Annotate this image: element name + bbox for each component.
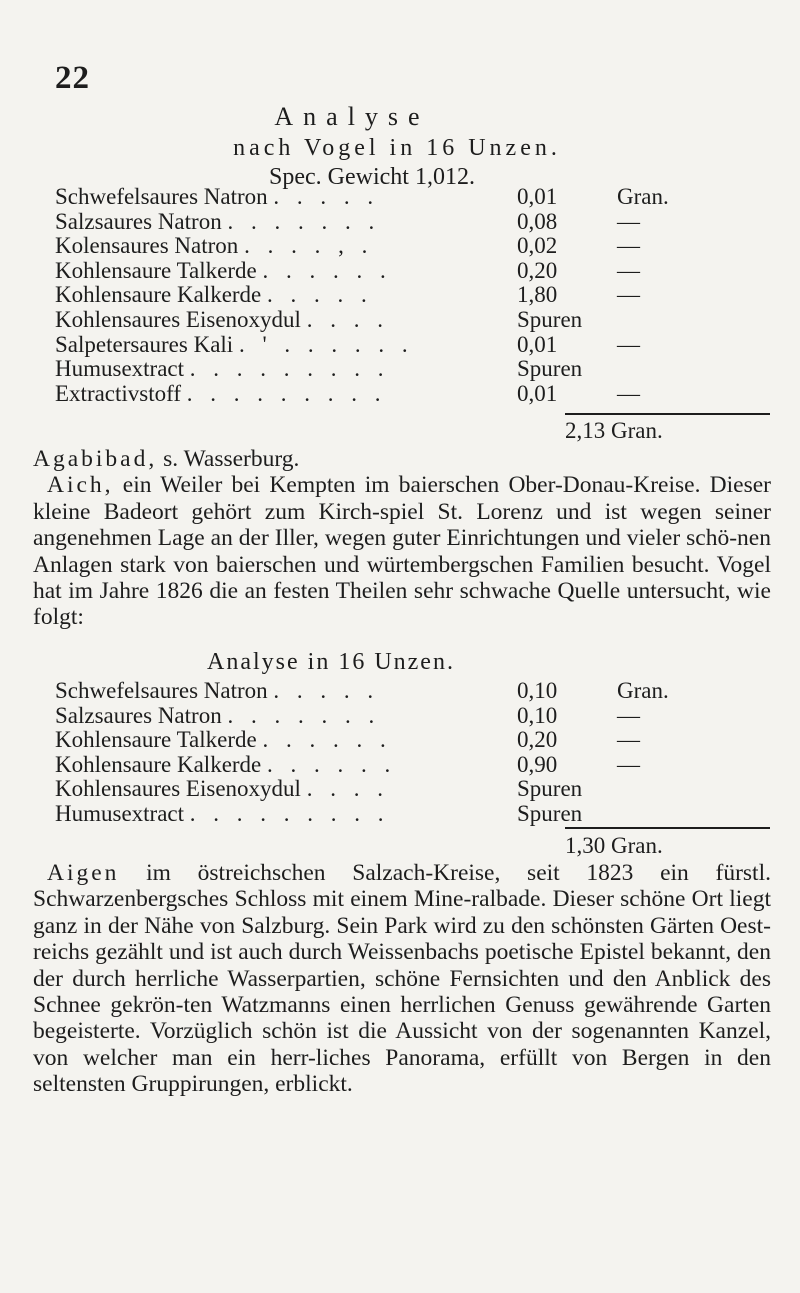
substance-value: 0,20 — [517, 727, 558, 753]
analysis-row — [55, 308, 727, 333]
analysis-1-title: Analyse — [274, 102, 430, 131]
substance-value: 0,02 — [517, 233, 558, 259]
substance-name — [55, 753, 517, 778]
substance-value: 0,20 — [517, 257, 558, 283]
substance-value: 0,10 — [517, 678, 558, 703]
substance-label: Salpetersaures Kali — [55, 332, 234, 357]
analysis-row — [55, 333, 727, 358]
leader-dots: . . . . . . . . . — [189, 357, 390, 382]
leader-dots: . . . . . . . — [227, 703, 381, 728]
substance-value: 0,10 — [517, 702, 558, 728]
substance-unit: — — [617, 233, 640, 259]
analysis-1-table — [55, 185, 793, 406]
substance-unit: — — [617, 751, 640, 777]
substance-name — [55, 333, 517, 358]
substance-unit: Gran. — [617, 678, 669, 703]
substance-value: Spuren — [517, 776, 583, 802]
leader-dots: . . . . . . . . . — [186, 381, 387, 406]
substance-name — [55, 259, 517, 284]
entry-aigen-text: im östreichschen Salzach-Kreise, seit 1823 ein fürstl. Schwarzenbergsches Schloss mit einem Mine-ralbade. Dieser schöne Ort liegt ganz in der Nähe von Salzburg. Sein Park wird zu den schönsten Gärten Oest-reichs gezählt und ist auch durch Weissenbachs poetische Epistel bekannt, den der durch herrliche Wasserpartien, schöne Fernsichten und den Anblick des Schnee gekrön-ten Watzmanns einen herrlichen Genuss gewährende Garten begeisterte. Vorzüglich schön ist die Aussicht von der sogenannten Kanzel, von welcher man ein herr-liches Panorama, erfüllt von Bergen in den seltensten Gruppirungen, erblickt. — [33, 860, 771, 1098]
analysis-1-header — [33, 101, 771, 191]
substance-value: 0,90 — [517, 751, 558, 777]
substance-name — [55, 679, 517, 704]
substance-name — [55, 185, 517, 210]
analysis-2-total: 1,30 Gran. — [565, 833, 663, 858]
substance-unit: — — [617, 702, 640, 728]
analysis-row — [55, 357, 727, 382]
entry-aich-name: Aich, — [47, 472, 114, 499]
entry-aigen-block — [33, 860, 771, 1098]
substance-unit: — — [617, 331, 640, 357]
substance-name — [55, 704, 517, 729]
substance-name — [55, 802, 517, 827]
substance-unit — [617, 802, 727, 827]
substance-unit — [617, 308, 727, 333]
analysis-row — [55, 259, 727, 284]
analysis-1-spec-weight: Spec. Gewicht 1,012. — [269, 164, 475, 190]
substance-label: Kohlensaure Kalkerde — [55, 752, 262, 777]
substance-label: Humusextract — [55, 357, 185, 382]
page-number: 22 — [55, 60, 90, 96]
substance-label: Kohlensaure Talkerde — [55, 258, 257, 283]
substance-unit: — — [617, 282, 640, 308]
leader-dots: . . . . — [306, 307, 389, 332]
analysis-row — [55, 382, 727, 407]
entry-agabibad — [33, 446, 771, 472]
analysis-row — [55, 704, 727, 729]
analysis-row — [55, 728, 727, 753]
analysis-1-subtitle: nach Vogel in 16 Unzen. — [233, 135, 561, 161]
leader-dots: . . . . . . — [267, 752, 397, 777]
analysis-row — [55, 234, 727, 259]
substance-value: Spuren — [517, 800, 583, 826]
substance-label: Salzsaures Natron — [55, 209, 222, 234]
substance-value: 0,08 — [517, 208, 558, 234]
analysis-2-title: Analyse in 16 Unzen. — [207, 649, 455, 675]
analysis-row — [55, 802, 727, 827]
analysis-2 — [55, 648, 793, 827]
entry-agabibad-name: Agabibad, — [33, 446, 158, 472]
substance-value: 0,01 — [517, 380, 558, 406]
entry-agabibad-text: s. Wasserburg. — [157, 446, 300, 472]
substance-name — [55, 234, 517, 259]
substance-name — [55, 357, 517, 382]
analysis-row — [55, 210, 727, 235]
substance-name — [55, 728, 517, 753]
substance-unit — [617, 777, 727, 802]
entry-aich-text: ein Weiler bei Kempten im baierschen Ober-Donau-Kreise. Dieser kleine Badeort gehört zum Kirch-spiel St. Lorenz und ist wegen seiner angenehmen Lage an der Iller, wegen guter Einrichtungen und vieler schö-nen Anlagen stark von baierschen und würtembergschen Familien besucht. Vogel hat im Jahre 1826 die an festen Theilen sehr schwache Quelle untersucht, wie folgt: — [33, 472, 771, 631]
substance-value: 0,01 — [517, 331, 558, 357]
analysis-1-total-rule — [565, 413, 770, 415]
substance-label: Extractivstoff — [55, 381, 182, 406]
substance-unit: — — [617, 257, 640, 283]
entry-agabibad-aich — [33, 446, 771, 631]
substance-unit: — — [617, 208, 640, 234]
leader-dots: . . . . . — [273, 679, 380, 703]
analysis-row — [55, 283, 727, 308]
substance-value: 1,80 — [517, 282, 558, 308]
substance-name — [55, 777, 517, 802]
leader-dots: . . . . . . . . . — [189, 801, 390, 826]
leader-dots: . . . . . — [267, 283, 373, 308]
substance-label: Salzsaures Natron — [55, 703, 222, 728]
substance-label: Kohlensaure Talkerde — [55, 728, 257, 753]
substance-label: Kohlensaures Eisenoxydul — [55, 307, 301, 332]
substance-unit: — — [617, 380, 640, 406]
substance-label: Kohlensaure Kalkerde — [55, 283, 262, 308]
substance-value: 0,01 — [517, 184, 558, 209]
analysis-row — [55, 777, 727, 802]
analysis-2-total-rule — [565, 827, 770, 829]
substance-name — [55, 382, 517, 407]
entry-aigen — [33, 860, 771, 1098]
leader-dots: . . . . . . — [262, 258, 392, 283]
analysis-row — [55, 679, 727, 704]
leader-dots: . ' . . . . . . — [238, 332, 414, 357]
analysis-1-total: 2,13 Gran. — [565, 418, 663, 443]
entry-aigen-name: Aigen — [47, 860, 120, 886]
leader-dots: . . . . , . — [244, 234, 374, 259]
analysis-row — [55, 185, 727, 210]
entry-aich — [33, 472, 771, 630]
leader-dots: . . . . . — [273, 185, 380, 209]
substance-unit: — — [617, 727, 640, 753]
leader-dots: . . . . — [306, 777, 389, 802]
substance-value: Spuren — [517, 306, 583, 332]
substance-value: Spuren — [517, 356, 583, 382]
substance-name — [55, 308, 517, 333]
leader-dots: . . . . . . . — [227, 209, 381, 234]
substance-name — [55, 210, 517, 235]
substance-name — [55, 283, 517, 308]
leader-dots: . . . . . . — [262, 728, 392, 753]
substance-label: Schwefelsaures Natron — [55, 185, 268, 209]
substance-unit — [617, 357, 727, 382]
substance-label: Kolensaures Natron — [55, 234, 239, 259]
substance-unit: Gran. — [617, 184, 669, 209]
substance-label: Kohlensaures Eisenoxydul — [55, 777, 301, 802]
substance-label: Schwefelsaures Natron — [55, 679, 268, 703]
analysis-row — [55, 753, 727, 778]
substance-label: Humusextract — [55, 801, 185, 826]
